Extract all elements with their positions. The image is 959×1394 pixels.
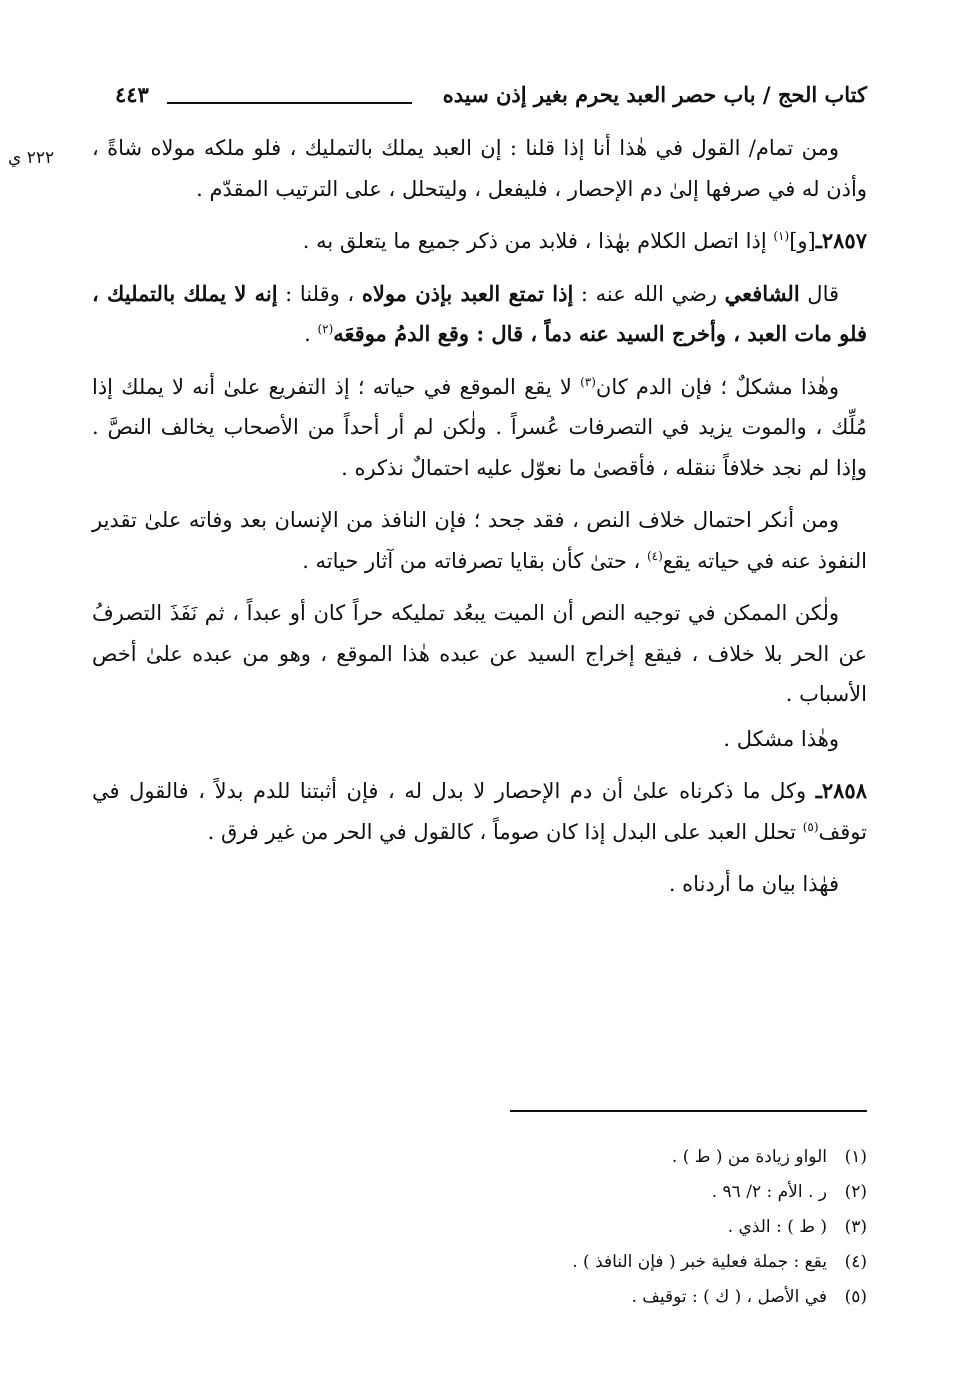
quote-end: . (304, 322, 318, 346)
main-text (92, 128, 867, 917)
footnote-number: (٥) (844, 1287, 867, 1307)
running-header (115, 78, 867, 118)
footnote-ref-5: (٥) (802, 819, 819, 834)
footnote-number: (٣) (844, 1217, 867, 1237)
quote-intro: قال (799, 281, 840, 306)
header-rule (167, 102, 412, 104)
paragraph-7: وهٰذا مشكل . (723, 726, 839, 751)
footnote-number: (٤) (844, 1252, 867, 1272)
paragraph-2858-part-b: تحلل العبد على البدل إذا كان صوماً ، كالقول في الحر من غير فرق . (207, 819, 803, 844)
footnote-number: (٢) (844, 1182, 867, 1202)
author-name: الشافعي (724, 280, 800, 306)
quote-formula: رضي الله عنه : (573, 281, 725, 306)
quote-joiner: ، وقلنا : (277, 281, 362, 306)
footnote-text: ( ط ) : الذي . (727, 1217, 827, 1237)
paragraph-shafii-quote (92, 274, 867, 355)
footnote-ref-1: (١) (773, 229, 790, 243)
footnote-item (447, 1175, 867, 1210)
quote-bold-1: إذا تمتع العبد بإذن مولاه (361, 280, 574, 306)
paragraph-6: ولٰكن الممكن في توجيه النص أن الميت يبعُد تمليكه حراً كان أو عبداً ، ثم نَفَذَ التصرفُ عن الحر بلا خلاف ، فيقع إخراج السيد عن عبده هٰذا الموقع ، وهو من عبده علىٰ أخص الأسباب . (92, 601, 867, 706)
paragraph-9: فهٰذا بيان ما أردناه . (668, 872, 839, 896)
footnote-item (447, 1245, 867, 1280)
footnote-text: في الأصل ، ( ك ) : توقيف . (631, 1287, 827, 1307)
footnote-text: يقع : جملة فعلية خبر ( فإن النافذ ) . (572, 1252, 827, 1272)
paragraph-2858 (92, 771, 867, 852)
paragraph-1: ومن تمام/ القول في هٰذا أنا إذا قلنا : إن العبد يملك بالتمليك ، فلو ملكه مولاه شاةً ، وأذن له في صرفها إلىٰ دم الإحصار ، فليفعل ، وليتحلل ، على الترتيب المقدّم . (92, 136, 867, 201)
footnote-item (447, 1140, 867, 1175)
footnote-ref-4: (٤) (646, 548, 663, 563)
footnote-separator (510, 1110, 867, 1112)
paragraph-5-part-b: ، حتىٰ كأن بقايا تصرفاته من آثار حياته . (302, 548, 647, 573)
footnotes (447, 1140, 867, 1315)
quote-bold-2: إنه لا يملك بالتمليك ، فلو مات العبد ، وأخرج السيد عنه دماً ، قال : وقع الدمُ موقعَه (92, 280, 867, 346)
issue-number-2858: ٢٨٥٨ـ (815, 778, 867, 803)
paragraph-4-part-a: وهٰذا مشكلٌ ؛ فإن الدم كان (595, 374, 840, 399)
manuscript-folio-note: ٢٢٢ ي (8, 148, 55, 168)
footnote-item (447, 1210, 867, 1245)
footnote-text: ر . الأم : ٢/ ٩٦ . (711, 1182, 827, 1202)
footnote-text: الواو زيادة من ( ط ) . (671, 1147, 827, 1167)
paragraph-5 (92, 500, 867, 581)
footnote-item (447, 1280, 867, 1315)
paragraph-5-part-a: ومن أنكر احتمال خلاف النص ، فقد جحد ؛ فإن النافذ من الإنسان بعد وفاته علىٰ تقدير النفوذ عنه في حياته يقع (92, 508, 867, 573)
bracket-insert: [و] (789, 229, 816, 253)
footnote-ref-2: (٢) (317, 322, 334, 336)
paragraph-4-part-b: لا يقع الموقع في حياته ؛ إذ التفريع علىٰ أنه لا يملك إذا مُلِّك ، والموت يزيد في التصرفات عُسراً . ولٰكن لم أر أحداً من الأصحاب يخالف النصَّ . وإذا لم نجد خلافاً ننقله ، فأقصىٰ ما نعوّل عليه احتمالٌ نذكره . (92, 374, 867, 480)
footnote-ref-3: (٣) (580, 374, 596, 389)
paragraph-4 (92, 367, 867, 489)
page-number: ٤٤٣ (115, 82, 149, 107)
paragraph-2858-part-a: وكل ما ذكرناه علىٰ أن دم الإحصار لا بدل له ، فإن أثبتنا للدم بدلاً ، فالقول في توقف (92, 779, 867, 844)
issue-number-2857: ٢٨٥٧ـ (815, 228, 867, 253)
footnote-number: (١) (844, 1147, 867, 1167)
header-title: كتاب الحج / باب حصر العبد يحرم بغير إذن سيده (442, 82, 867, 107)
paragraph-2857-text: إذا اتصل الكلام بهٰذا ، فلابد من ذكر جميع ما يتعلق به . (302, 229, 774, 253)
paragraph-2857 (92, 221, 867, 262)
